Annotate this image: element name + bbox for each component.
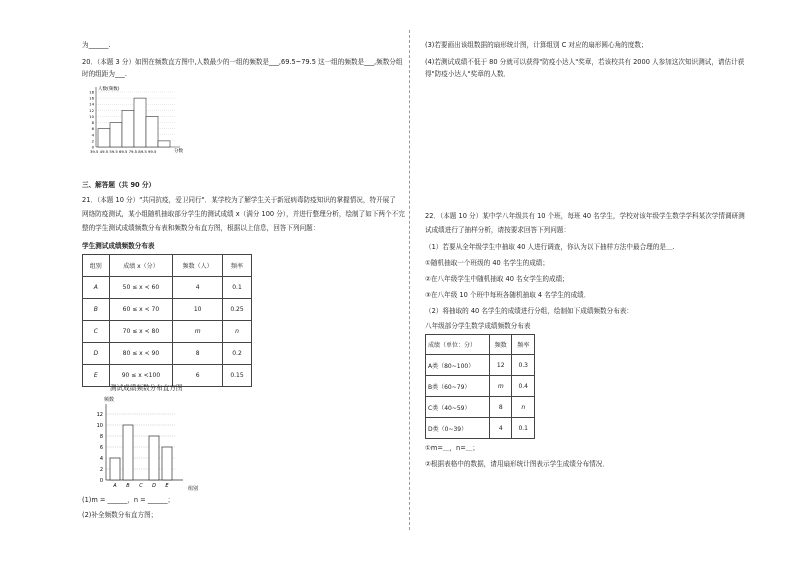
th-score: 成绩 x（分） — [109, 255, 173, 277]
q21-hist-title: 测试成绩频数分布直方图 — [110, 384, 183, 392]
left-column — [82, 0, 405, 562]
q21-table-title: 学生测试成绩频数分布表 — [82, 242, 155, 250]
q21-ytick-label: 6 — [99, 444, 103, 451]
q20-ytick-label: 4 — [91, 132, 94, 138]
q21-xtick-label: B — [126, 483, 130, 489]
q20-ytick-label: 10 — [89, 113, 94, 119]
q22-line1: 22．（本题 10 分）某中学八年级共有 10 个班，每班 40 名学生，学校对该年级学生数学学科某次学情调研测 — [425, 212, 745, 220]
q21-sub2: (2)补全频数分布直方图； — [82, 511, 158, 519]
q20-histogram — [84, 82, 194, 157]
q22-line2: 试成绩进行了抽样分析，请按要求回答下列问题： — [425, 226, 571, 234]
q20-ytick-label: 0 — [91, 144, 94, 150]
q21-line2: 网络防疫测试，某小组随机抽取部分学生的测试成绩 x（满分 100 分），并进行整理分析，绘制了如下两个不完 — [82, 210, 405, 218]
q20-line1: 20．（本题 3 分）如图在频数直方图中,人数最少的一组的频数是___,69.5~79.5 这一组的频数是___,频数分组 — [82, 58, 403, 66]
q21-ytick-label: 4 — [99, 455, 103, 462]
q20-bar — [146, 116, 158, 147]
q21-line3: 整的学生测试成绩频数分布表和频数分布直方图，根据以上信息，回答下列问题： — [82, 224, 320, 232]
q21-frequency-table — [82, 254, 252, 387]
q21-ytick-label: 12 — [96, 411, 103, 418]
q22-table-title: 八年级部分学生数学成绩频数分布表 — [425, 322, 531, 330]
q21-bar — [123, 425, 133, 480]
table-row: C 70 ≤ x < 80 m n — [83, 321, 252, 343]
table-row: A类（80~100） 12 0.3 — [426, 355, 535, 376]
q20-bar — [110, 123, 122, 147]
q21-ytick-label: 0 — [99, 477, 103, 484]
q21-ytick-label: 2 — [99, 466, 103, 473]
q22-option2: ②在八年级学生中随机抽取 40 名女学生的成绩； — [425, 275, 569, 283]
q20-bar — [98, 129, 110, 147]
table-row: D 80 ≤ x < 90 8 0.2 — [83, 343, 252, 365]
q21-sub4-line1: (4)若测试成绩不低于 80 分就可以获得"防疫小达人"奖章，若该校共有 2000 人参加这次知识测试，请估计获 — [425, 58, 745, 66]
column-divider — [409, 30, 410, 530]
q20-ytick-label: 2 — [91, 138, 94, 144]
q21-bar — [110, 458, 120, 480]
q21-line1: 21．（本题 10 分）"共同抗疫，爱卫同行"．某学校为了解学生关于新冠病毒防疫知识的掌握情况，特开展了 — [82, 196, 396, 204]
q20-bar — [122, 110, 134, 147]
table-row: A 50 ≤ x < 60 4 0.1 — [83, 277, 252, 299]
q22-option1: ①随机抽取一个班级的 40 名学生的成绩； — [425, 259, 549, 267]
q21-ytick-label: 8 — [99, 433, 103, 440]
q21-sub1: (1)m = ______，n = ______； — [82, 496, 175, 504]
q20-ytick-label: 18 — [89, 89, 94, 95]
th-group: 组别 — [83, 255, 110, 277]
th-rate: 频率 — [512, 335, 535, 355]
q22-frequency-table — [425, 334, 535, 439]
q22-part1: （1）若要从全年级学生中抽取 40 人进行调查，你认为以下抽样方法中最合理的是＿. — [425, 243, 675, 251]
q21-ytick-label: 10 — [96, 422, 103, 429]
q21-xtick-label: A — [113, 483, 117, 489]
q20-ytick-label: 12 — [89, 107, 94, 113]
th-score-range: 成绩（单位：分） — [426, 335, 490, 355]
q21-sub4-line2: 得"防疫小达人"奖章的人数． — [425, 70, 511, 78]
q21-xtick-label: C — [139, 483, 143, 489]
q19-tail: 为______. — [82, 41, 111, 49]
q21-xtick-label: D — [152, 483, 156, 489]
q21-hist-ylabel: 频数 — [104, 397, 115, 403]
q20-ytick-label: 6 — [91, 126, 94, 132]
q20-bar — [134, 98, 146, 147]
q21-xtick-label: E — [165, 483, 169, 489]
right-column — [425, 0, 745, 562]
q20-chart-ylabel: 人数(频数) — [98, 87, 120, 92]
q20-ytick-label: 14 — [89, 101, 94, 107]
q21-sub3: (3)若要画出该组数据的扇形统计图，计算组别 C 对应的扇形圆心角的度数； — [425, 41, 648, 49]
q22-answer1: ①m=＿，n=＿； — [425, 444, 479, 452]
q21-bar — [162, 447, 172, 480]
th-count: 频数（人） — [173, 255, 223, 277]
q20-bar — [158, 141, 170, 147]
q20-line2: 时的组距为___. — [82, 70, 127, 78]
q20-ytick-label: 8 — [91, 120, 94, 126]
q21-histogram — [84, 394, 209, 494]
q22-part2: （2）将抽取的 40 名学生的成绩进行分组，绘制如下成绩频数分布表： — [425, 307, 633, 315]
q21-hist-xlabel: 组别 — [188, 486, 199, 492]
th-count: 频数 — [490, 335, 512, 355]
q22-answer2: ②根据表格中的数据，请用扇形统计图表示学生成绩分布情况． — [425, 460, 609, 468]
q20-chart-xticks: 39.5 49.5 59.5 69.5 79.5 89.5 99.5 — [90, 149, 157, 154]
table-row: B 60 ≤ x < 70 10 0.25 — [83, 299, 252, 321]
section-title: 三、解答题（共 90 分） — [82, 181, 156, 189]
q22-option3: ③在八年级 10 个班中每班各随机抽取 4 名学生的成绩． — [425, 291, 591, 299]
table-row: E 90 ≤ x <100 6 0.15 — [83, 365, 252, 387]
th-rate: 频率 — [223, 255, 252, 277]
q21-bar — [149, 436, 159, 480]
q20-chart-xlabel: 分数 — [174, 149, 183, 154]
q20-ytick-label: 16 — [89, 95, 94, 101]
table-row: B类（60~79） m 0.4 — [426, 376, 535, 397]
table-row: C类（40~59） 8 n — [426, 397, 535, 418]
table-row: D类（0~39） 4 0.1 — [426, 418, 535, 439]
